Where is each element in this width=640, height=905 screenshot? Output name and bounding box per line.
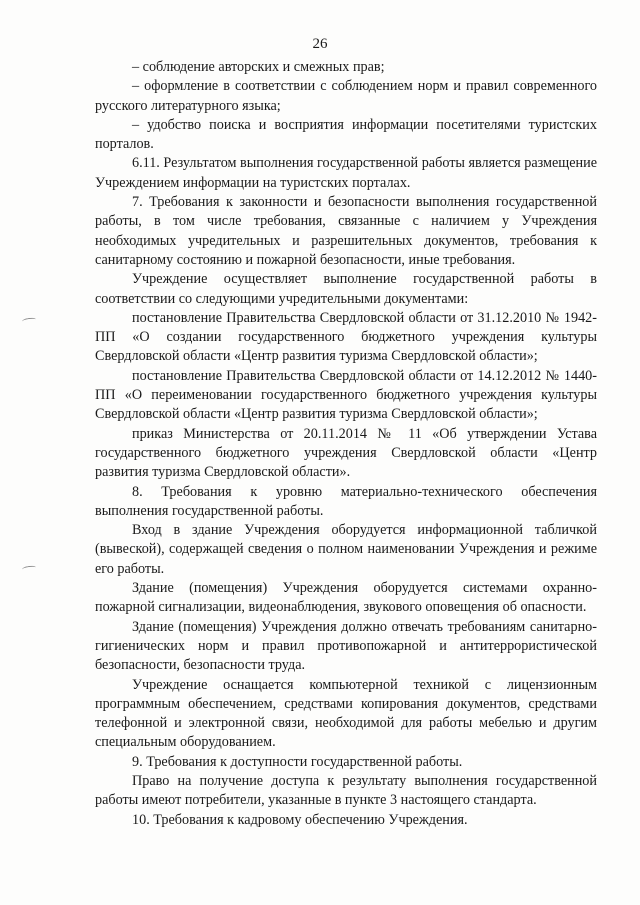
paragraph: Учреждение оснащается компьютерной техникой с лицензионным программным обеспечением, средствами копирования документов, средствами телефонной и электронной связи, необходимой для работы мебелью и другим специальным оборудованием.	[95, 676, 597, 751]
page-number: 26	[312, 36, 328, 52]
paragraph: приказ Министерства от 20.11.2014 № 11 «Об утверждении Устава государственного бюджетного учреждения Свердловской области «Центр развития туризма Свердловской области».	[95, 425, 597, 481]
paragraph: – удобство поиска и восприятия информации посетителями туристских порталов.	[95, 116, 597, 153]
paragraph: 10. Требования к кадровому обеспечению Учреждения.	[132, 811, 468, 828]
paragraph: постановление Правительства Свердловской области от 14.12.2012 № 1440-ПП «О переименовании государственного бюджетного учреждения культуры Свердловской области «Центр развития туризма Свердловской области»;	[95, 367, 597, 423]
paragraph: – оформление в соответствии с соблюдением норм и правил современного русского литературного языка;	[95, 78, 597, 114]
paragraph: 7. Требования к законности и безопасности выполнения государственной работы, в том числе требования, связанные с наличием у Учреждения необходимых учредительных и разрешительных документов, требования к санитарному состоянию и пожарной безопасности, иные требования.	[95, 194, 597, 268]
paragraph: Здание (помещения) Учреждения должно отвечать требованиям санитарно-гигиенических норм и правил противопожарной и антитеррористической безопасности, безопасности труда.	[95, 618, 597, 674]
paragraph: Вход в здание Учреждения оборудуется информационной табличкой (вывеской), содержащей сведения о полном наименовании Учреждения и режиме его работы.	[95, 522, 597, 577]
paragraph: 6.11. Результатом выполнения государственной работы является размещение Учреждением информации на туристских порталах.	[95, 155, 597, 191]
paragraph: Учреждение осуществляет выполнение государственной работы в соответствии со следующими учредительными документами:	[95, 271, 597, 307]
paragraph: Право на получение доступа к результату выполнения государственной работы имеют потребители, указанные в пункте 3 настоящего стандарта.	[95, 772, 597, 809]
paragraph: 9. Требования к доступности государственной работы.	[132, 753, 463, 770]
document-body	[95, 58, 597, 830]
margin-mark	[22, 565, 37, 572]
paragraph: постановление Правительства Свердловской области от 31.12.2010 № 1942-ПП «О создании государственного бюджетного учреждения культуры Свердловской области «Центр развития туризма Свердловской области»;	[95, 309, 597, 365]
margin-mark	[22, 317, 37, 324]
paragraph: 8. Требования к уровню материально-технического обеспечения выполнения государственной работы.	[95, 483, 597, 519]
paragraph: – соблюдение авторских и смежных прав;	[132, 59, 385, 75]
paragraph: Здание (помещения) Учреждения оборудуется системами охранно-пожарной сигнализации, видеонаблюдения, звукового оповещения об опасности.	[95, 580, 597, 616]
